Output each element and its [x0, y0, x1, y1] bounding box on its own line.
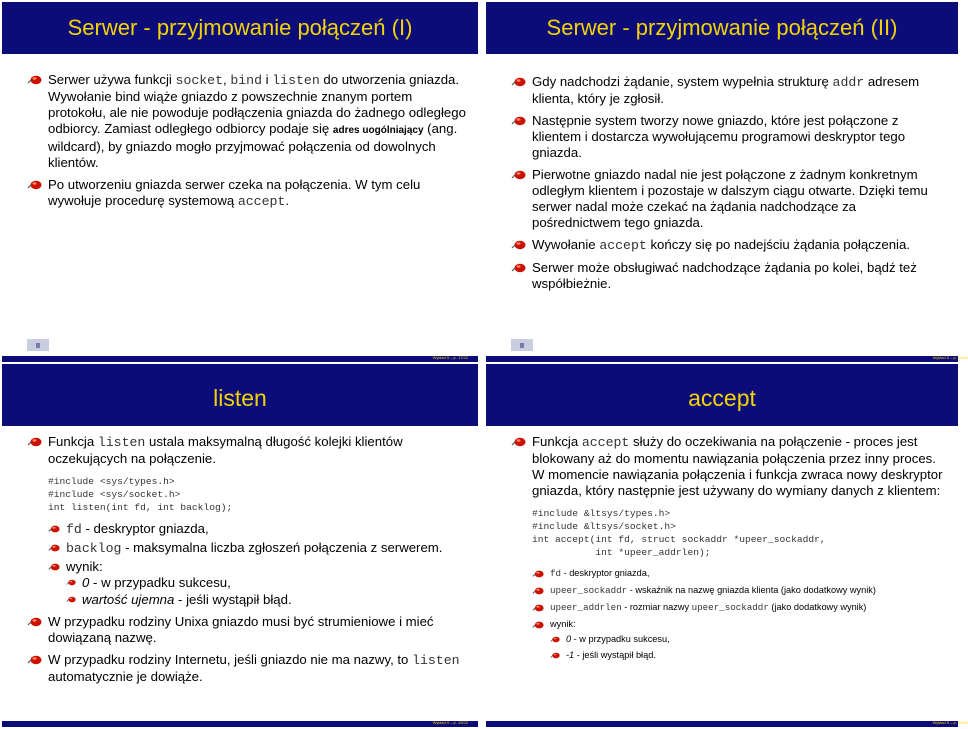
- red-ball-bullet-icon: [550, 635, 560, 644]
- sub-sub-bullet-item: 0 - w przypadku sukcesu,: [550, 632, 948, 647]
- sub-bullet-item: wynik: 0 - w przypadku sukcesu, wartość ujemna - jeśli wystąpił błąd.: [48, 559, 468, 608]
- red-ball-bullet-icon: [511, 436, 526, 448]
- slide-footer: [486, 720, 968, 727]
- red-ball-bullet-icon: [27, 654, 42, 666]
- red-ball-bullet-icon: [532, 603, 544, 613]
- red-ball-bullet-icon: [511, 262, 526, 274]
- sub-bullet-item: fd - deskryptor gniazda,: [532, 566, 948, 581]
- red-ball-bullet-icon: [550, 651, 560, 660]
- university-logo-icon: [510, 336, 534, 354]
- sub-bullet-item: backlog - maksymalna liczba zgłoszeń połączenia z serwerem.: [48, 540, 468, 557]
- red-ball-bullet-icon: [48, 562, 60, 572]
- red-ball-bullet-icon: [48, 524, 60, 534]
- slide-title-bar: [2, 2, 478, 54]
- university-logo-icon: [26, 336, 50, 354]
- page-number: Wykład 5 – p. 18/22: [932, 355, 968, 360]
- bullet-item: W przypadku rodziny Unixa gniazdo musi być strumieniowe i mieć dowiązaną nazwę.: [26, 614, 468, 646]
- red-ball-bullet-icon: [532, 569, 544, 579]
- svg-text:II: II: [36, 343, 40, 350]
- slide-content: [26, 72, 468, 216]
- page-number: Wykład 5 – p. 19/22: [432, 720, 468, 725]
- svg-text:II: II: [520, 343, 524, 350]
- bullet-item: Po utworzeniu gniazda serwer czeka na połączenia. W tym celu wywołuje procedurę systemową accept.: [26, 177, 468, 210]
- slide-4: [486, 364, 968, 727]
- slide-title: listen: [213, 384, 267, 411]
- sub-sub-bullet-item: 0 - w przypadku sukcesu,: [66, 575, 468, 591]
- page-number: Wykład 5 – p. 20/22: [932, 720, 968, 725]
- red-ball-bullet-icon: [66, 578, 76, 587]
- sub-bullet-item: fd - deskryptor gniazda,: [48, 521, 468, 538]
- slide-content: [510, 74, 948, 298]
- slide-2: [486, 2, 968, 362]
- slide-footer: [2, 356, 478, 362]
- code-block: #include &ltsys/types.h> #include &ltsys/socket.h> int accept(int fd, struct sockaddr *upeer_sockaddr, int *upeer_addrlen);: [532, 508, 826, 558]
- sub-sub-bullet-item: wartość ujemna - jeśli wystąpił błąd.: [66, 592, 468, 608]
- slide-footer: [486, 355, 968, 362]
- bullet-item: Wywołanie accept kończy się po nadejściu żądania połączenia.: [510, 237, 948, 254]
- red-ball-bullet-icon: [532, 620, 544, 630]
- red-ball-bullet-icon: [511, 115, 526, 127]
- page-number: Wykład 5 – p. 17/22: [432, 355, 468, 360]
- bullet-item: Funkcja listen ustala maksymalną długość kolejki klientów oczekujących na połączenie. #include <sys/types.h> #include <sys/socket.h> int listen(int fd, int backlog); fd - deskryptor gniazda, backlog - maksymalna liczba zgłoszeń połączenia z serwerem. wynik: 0 - w przypadku sukcesu, wartość ujemna - jeśli wystąpił błąd.: [26, 434, 468, 608]
- bullet-item: Serwer używa funkcji socket, bind i listen do utworzenia gniazda. Wywołanie bind wiąże gniazdo z powszechnie znanym portem protokołu, ale nie powoduje podłączenia gniazda do żadnego odległego odbiorcy. Zamiast odległego odbiorcy podaje się adres uogólniający (ang. wildcard), by gniazdo mogło przyjmować połączenia od dowolnych klientów.: [26, 72, 468, 171]
- bullet-item: Gdy nadchodzi żądanie, system wypełnia strukturę addr adresem klienta, który je zgłosił.: [510, 74, 948, 107]
- sub-bullet-item: wynik: 0 - w przypadku sukcesu, -1 - jeśli wystąpił błąd.: [532, 617, 948, 663]
- slide-title: accept: [688, 384, 756, 411]
- red-ball-bullet-icon: [27, 616, 42, 628]
- red-ball-bullet-icon: [511, 239, 526, 251]
- bullet-item: Funkcja accept służy do oczekiwania na połączenie - proces jest blokowany aż do momentu nawiązania połączenia przez inny proces. W momencie nawiązania połączenia i funkcja zwraca nowy deskryptor gniazda, który następnie jest używany do wymiany danych z klientem: #include &ltsys/types.h> #include &ltsys/socket.h> int accept(int fd, struct sockaddr *upeer_sockaddr, int *upeer_addrlen); fd - deskryptor gniazda, upeer_sockaddr - wskaźnik na nazwę gniazda klienta (jako dodatkowy wynik) upeer_addrlen - rozmiar nazwy upeer_sockaddr (jako dodatkowy wynik) wynik: 0 - w przypadku sukcesu, -1 - jeśli wystąpił błąd.: [510, 434, 948, 663]
- sub-bullet-item: upeer_sockaddr - wskaźnik na nazwę gniazda klienta (jako dodatkowy wynik): [532, 583, 948, 598]
- bullet-item: W przypadku rodziny Internetu, jeśli gniazdo nie ma nazwy, to listen automatycznie je dowiąże.: [26, 652, 468, 685]
- slide-footer: [2, 721, 478, 727]
- red-ball-bullet-icon: [511, 169, 526, 181]
- slide-1: [2, 2, 478, 362]
- red-ball-bullet-icon: [27, 436, 42, 448]
- bullet-item: Serwer może obsługiwać nadchodzące żądania po kolei, bądź też współbieżnie.: [510, 260, 948, 292]
- slide-content: [26, 434, 468, 691]
- red-ball-bullet-icon: [27, 74, 42, 86]
- bullet-item: Pierwotne gniazdo nadal nie jest połączone z żadnym konkretnym odległym klientem i pozostaje w dalszym ciągu otwarte. Dzięki temu serwer nadal może czekać na żądania nadchodzące za pośrednictwem tego gniazda.: [510, 167, 948, 231]
- slide-title: Serwer - przyjmowanie połączeń (II): [546, 15, 898, 40]
- slide-title-bar: [486, 364, 958, 426]
- sub-sub-bullet-item: -1 - jeśli wystąpił błąd.: [550, 648, 948, 663]
- code-block: #include <sys/types.h> #include <sys/socket.h> int listen(int fd, int backlog);: [48, 476, 233, 513]
- red-ball-bullet-icon: [66, 595, 76, 604]
- red-ball-bullet-icon: [27, 179, 42, 191]
- slide-content: [510, 434, 948, 669]
- slide-title-bar: [486, 2, 958, 54]
- slide-title: Serwer - przyjmowanie połączeń (I): [67, 15, 413, 40]
- red-ball-bullet-icon: [48, 543, 60, 553]
- sub-bullet-item: upeer_addrlen - rozmiar nazwy upeer_sockaddr (jako dodatkowy wynik): [532, 600, 948, 615]
- red-ball-bullet-icon: [511, 76, 526, 88]
- slide-title-bar: [2, 364, 478, 426]
- slide-3: [2, 364, 478, 727]
- red-ball-bullet-icon: [532, 586, 544, 596]
- bullet-item: Następnie system tworzy nowe gniazdo, które jest połączone z klientem i dostarcza wywołującemu programowi deskryptor tego gniazda.: [510, 113, 948, 161]
